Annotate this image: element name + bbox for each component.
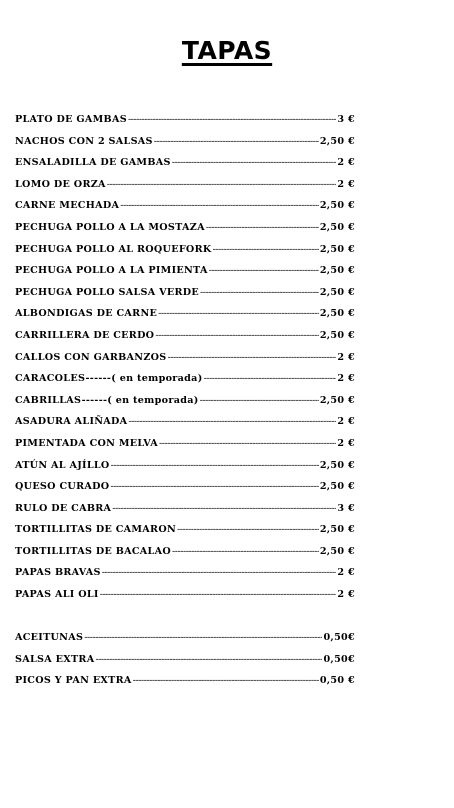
menu-item xyxy=(15,136,355,158)
extra-item xyxy=(15,675,355,697)
leader-dots xyxy=(213,244,319,255)
leader-dots xyxy=(172,546,319,557)
item-price: 2 € xyxy=(337,373,355,385)
item-price: 0,50€ xyxy=(323,632,355,644)
leader-dots xyxy=(133,675,319,686)
leader-dots xyxy=(120,200,319,211)
leader-dots xyxy=(158,308,319,319)
item-name: PAPAS BRAVAS xyxy=(15,567,101,579)
menu-item xyxy=(15,200,355,222)
item-name: CARACOLES------( en temporada) xyxy=(15,373,203,385)
item-name: PLATO DE GAMBAS xyxy=(15,114,127,125)
title-text: TAPAS xyxy=(181,36,273,65)
item-price: 3 € xyxy=(337,114,355,125)
menu-item xyxy=(15,416,355,438)
menu-item xyxy=(15,265,355,287)
item-name: TORTILLITAS DE CAMARON xyxy=(15,524,177,536)
menu-item xyxy=(15,589,355,611)
item-name: PECHUGA POLLO SALSA VERDE xyxy=(15,286,200,298)
leader-dots xyxy=(110,481,318,492)
menu-item xyxy=(15,308,355,330)
item-price: 2,50 € xyxy=(319,265,355,277)
leader-dots xyxy=(111,460,319,471)
item-price: 2,50 € xyxy=(319,329,355,341)
leader-dots xyxy=(102,567,337,578)
menu-item xyxy=(15,481,355,503)
item-name: ALBONDIGAS DE CARNE xyxy=(15,308,158,320)
item-price: 0,50 € xyxy=(319,675,355,687)
item-price: 2,50 € xyxy=(319,394,355,406)
item-price: 2 € xyxy=(337,351,355,363)
menu-item xyxy=(15,157,355,179)
menu-item xyxy=(15,503,355,525)
item-name: RULO DE CABRA xyxy=(15,502,112,514)
leader-dots xyxy=(128,416,336,427)
tapas-menu xyxy=(15,114,355,697)
item-price: 2,50 € xyxy=(319,243,355,255)
item-name: QUESO CURADO xyxy=(15,481,110,493)
menu-item xyxy=(15,460,355,482)
item-name: PAPAS ALI OLI xyxy=(15,589,99,601)
item-price: 2,50 € xyxy=(319,545,355,557)
menu-item xyxy=(15,330,355,352)
item-name: NACHOS CON 2 SALSAS xyxy=(15,135,153,147)
item-name: ASADURA ALIÑADA xyxy=(15,416,128,428)
leader-dots xyxy=(107,179,337,190)
item-name: TORTILLITAS DE BACALAO xyxy=(15,545,171,557)
leader-dots xyxy=(154,136,319,147)
item-price: 0,50€ xyxy=(323,653,355,665)
leader-dots xyxy=(159,438,336,449)
menu-item xyxy=(15,352,355,374)
item-name: ENSALADILLA DE GAMBAS xyxy=(15,157,171,169)
item-name: CARNE MECHADA xyxy=(15,200,120,212)
item-name: LOMO DE ORZA xyxy=(15,178,106,190)
item-name: PIMENTADA CON MELVA xyxy=(15,437,159,449)
leader-dots xyxy=(172,157,337,168)
leader-dots xyxy=(95,654,322,665)
leader-dots xyxy=(84,632,322,643)
item-price: 2 € xyxy=(337,178,355,190)
item-price: 2 € xyxy=(337,416,355,428)
item-price: 2 € xyxy=(337,567,355,579)
item-price: 2,50 € xyxy=(319,459,355,471)
item-name: ACEITUNAS xyxy=(15,632,84,644)
extra-item xyxy=(15,654,355,676)
leader-dots xyxy=(200,287,319,298)
leader-dots xyxy=(204,373,337,384)
item-price: 2 € xyxy=(337,437,355,449)
item-name: CALLOS CON GARBANZOS xyxy=(15,351,167,363)
item-name: PECHUGA POLLO AL ROQUEFORK xyxy=(15,243,212,255)
item-price: 2 € xyxy=(337,157,355,169)
menu-item xyxy=(15,222,355,244)
item-name: ATÚN AL AJÍLLO xyxy=(15,459,110,471)
section-gap xyxy=(15,611,355,633)
item-name: PECHUGA POLLO A LA PIMIENTA xyxy=(15,265,208,277)
item-price: 2,50 € xyxy=(319,221,355,233)
leader-dots xyxy=(112,503,336,514)
leader-dots xyxy=(209,265,319,276)
leader-dots xyxy=(128,114,336,125)
menu-item xyxy=(15,373,355,395)
menu-item xyxy=(15,524,355,546)
menu-item xyxy=(15,546,355,568)
menu-item xyxy=(15,567,355,589)
leader-dots xyxy=(100,589,337,600)
item-name: SALSA EXTRA xyxy=(15,653,95,665)
menu-item xyxy=(15,287,355,309)
item-price: 2,50 € xyxy=(319,200,355,212)
item-price: 2,50 € xyxy=(319,481,355,493)
item-name: CABRILLAS------( en temporada) xyxy=(15,394,199,406)
menu-item xyxy=(15,438,355,460)
item-price: 2,50 € xyxy=(319,308,355,320)
menu-item xyxy=(15,395,355,417)
item-price: 2,50 € xyxy=(319,286,355,298)
item-price: 2,50 € xyxy=(319,524,355,536)
page-title xyxy=(0,36,454,65)
item-price: 3 € xyxy=(337,502,355,514)
extra-item xyxy=(15,632,355,654)
leader-dots xyxy=(155,330,318,341)
item-price: 2 € xyxy=(337,589,355,601)
menu-item xyxy=(15,114,355,136)
leader-dots xyxy=(206,222,319,233)
item-name: PICOS Y PAN EXTRA xyxy=(15,675,132,687)
item-name: CARRILLERA DE CERDO xyxy=(15,329,155,341)
item-price: 2,50 € xyxy=(319,135,355,147)
item-name: PECHUGA POLLO A LA MOSTAZA xyxy=(15,221,205,233)
leader-dots xyxy=(168,352,337,363)
leader-dots xyxy=(200,395,319,406)
leader-dots xyxy=(177,524,319,535)
menu-item xyxy=(15,179,355,201)
menu-item xyxy=(15,244,355,266)
